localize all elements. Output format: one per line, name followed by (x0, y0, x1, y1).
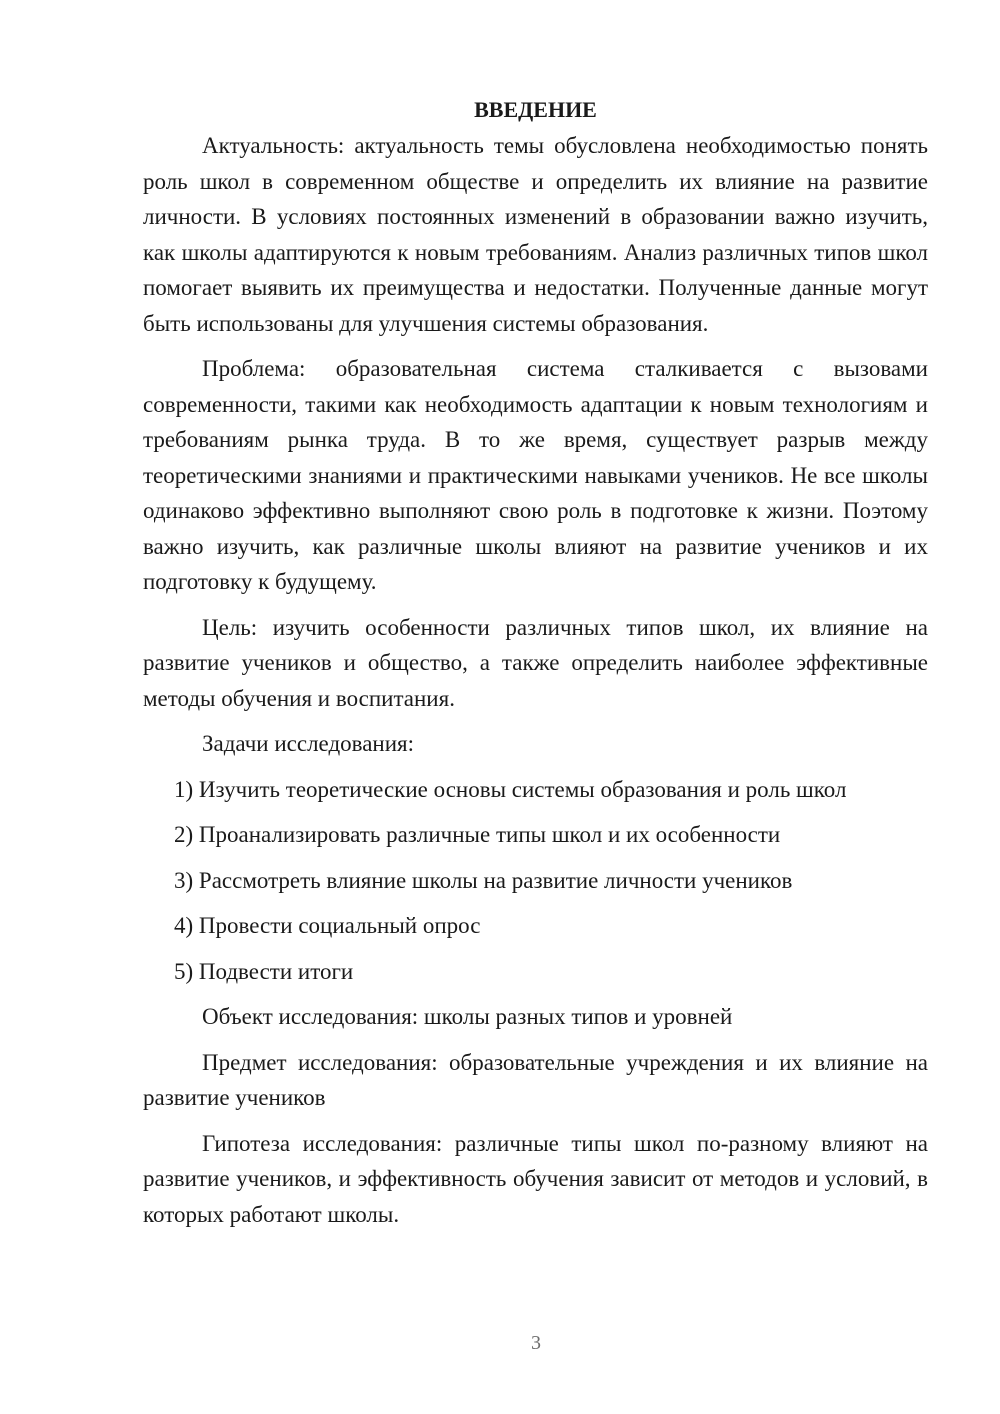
tasks-list (143, 772, 928, 990)
document-body (143, 92, 928, 1242)
paragraph-object: Объект исследования: школы разных типов и уровней (202, 1004, 733, 1029)
paragraph-problem: Проблема: образовательная система сталкивается с вызовами современности, такими как необходимость адаптации к новым технологиям и требованиям рынка труда. В то же время, существует разрыв между теоретическими знаниями и практическими навыками учеников. Не все школы одинаково эффективно выполняют свою роль в подготовке к жизни. Поэтому важно изучить, как различные школы влияют на развитие учеников и их подготовку к будущему. (143, 356, 928, 594)
page-number: 3 (531, 1332, 541, 1354)
list-item: 2) Проанализировать различные типы школ и их особенности (174, 822, 781, 847)
list-item: 5) Подвести итоги (174, 958, 354, 984)
paragraph-hypothesis: Гипотеза исследования: различные типы школ по-разному влияют на развитие учеников, и эффективность обучения зависит от методов и условий, в которых работают школы. (143, 1130, 928, 1227)
list-item: 3) Рассмотреть влияние школы на развитие личности учеников (174, 867, 793, 893)
paragraph-goal: Цель: изучить особенности различных типов школ, их влияние на развитие учеников и общество, а также определить наиболее эффективные методы обучения и воспитания. (143, 614, 928, 711)
tasks-label: Задачи исследования: (202, 731, 415, 756)
paragraph-relevance: Актуальность: актуальность темы обусловлена необходимостью понять роль школ в современном обществе и определить их влияние на развитие личности. В условиях постоянных изменений в образовании важно изучить, как школы адаптируются к новым требованиям. Анализ различных типов школ помогает выявить их преимущества и недостатки. Полученные данные могут быть использованы для улучшения системы образования. (143, 133, 928, 336)
list-item: 4) Провести социальный опрос (174, 913, 481, 938)
page-title: ВВЕДЕНИЕ (474, 97, 597, 122)
paragraph-subject: Предмет исследования: образовательные учреждения и их влияние на развитие учеников (143, 1049, 928, 1110)
list-item: 1) Изучить теоретические основы системы образования и роль школ (174, 776, 847, 802)
